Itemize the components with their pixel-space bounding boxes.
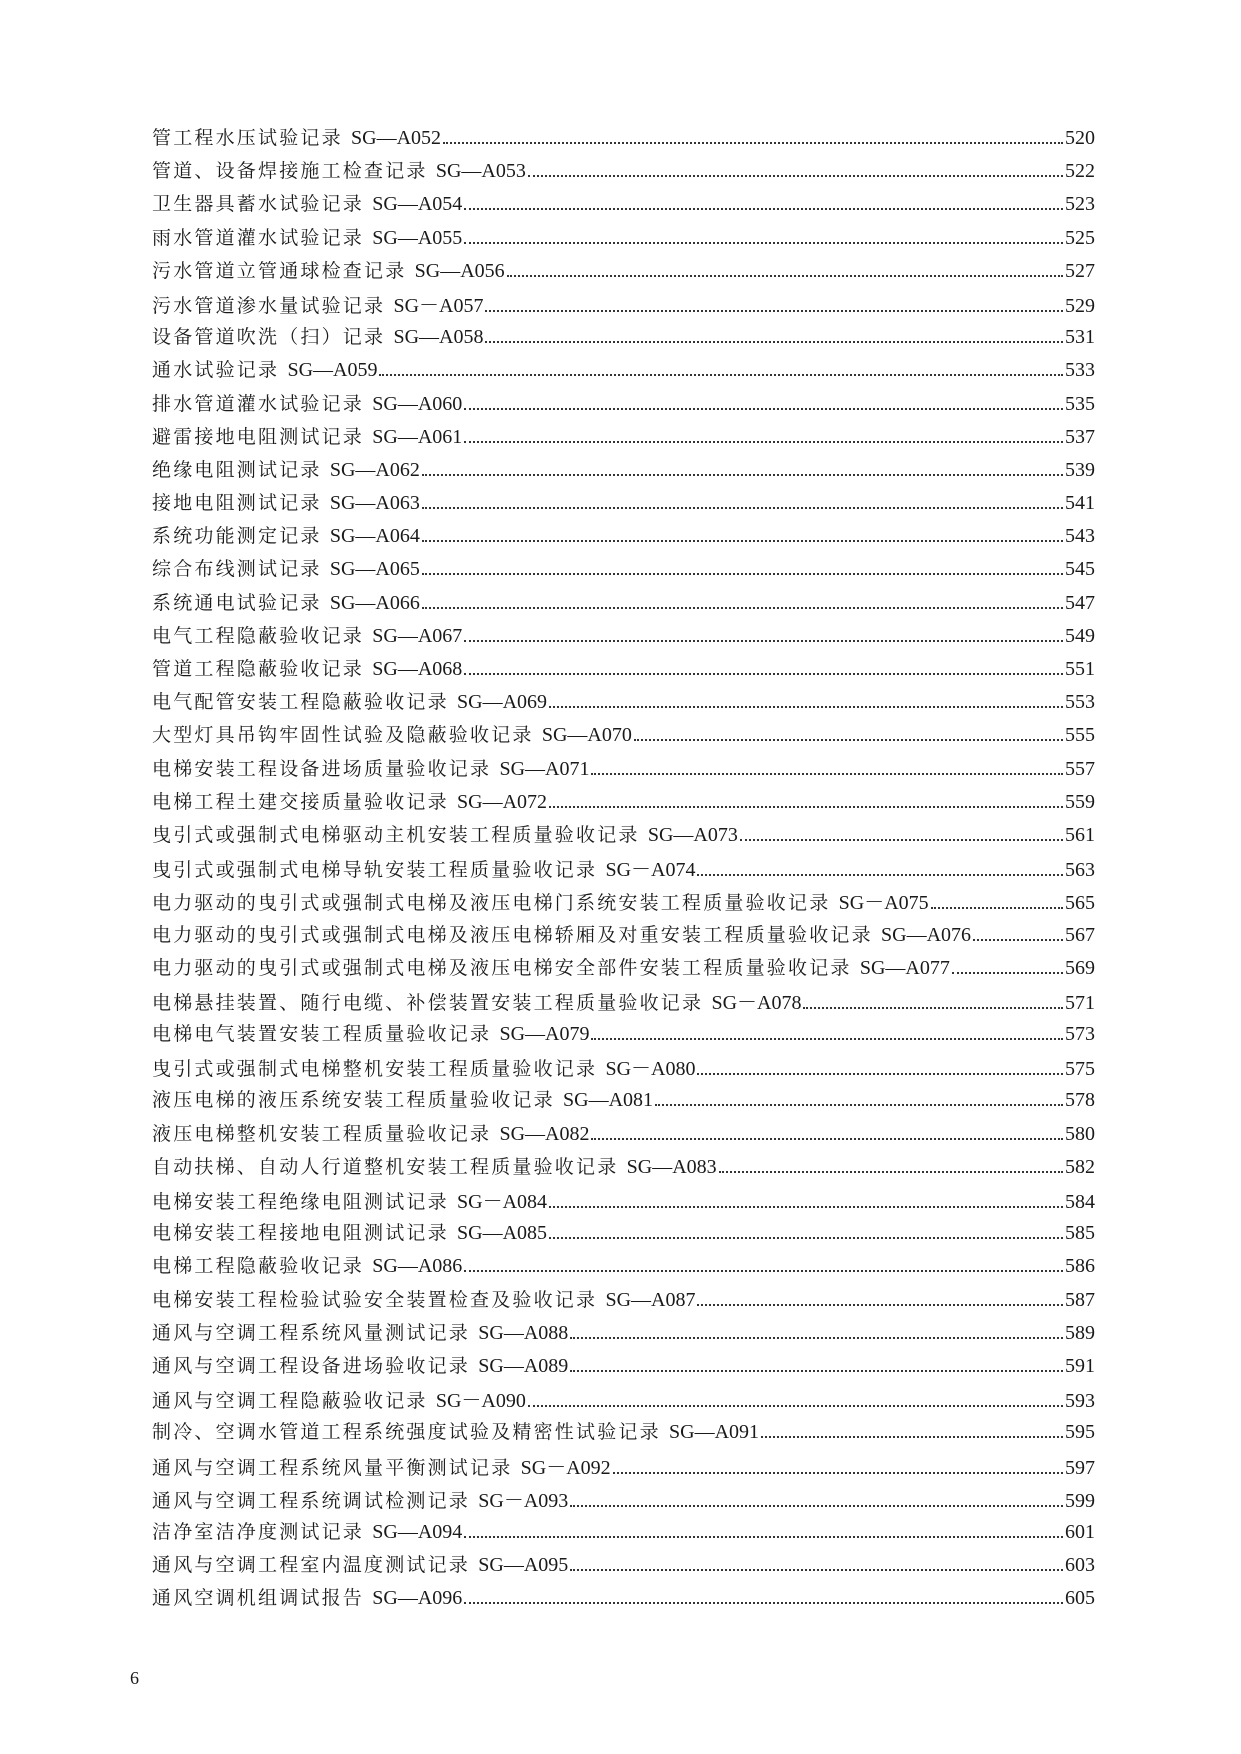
- toc-entry-title-text: 液压电梯整机安装工程质量验收记录: [152, 1122, 500, 1145]
- toc-entry[interactable]: [152, 754, 1095, 787]
- toc-entry-page: 520: [1065, 127, 1095, 149]
- dot-leader: [591, 773, 1063, 775]
- toc-entry-title-text: 液压电梯的液压系统安装工程质量验收记录: [152, 1089, 564, 1112]
- dot-leader: [697, 1304, 1063, 1306]
- toc-entry-title-text: 电梯悬挂装置、随行电缆、补偿装置安装工程质量验收记录: [152, 991, 712, 1014]
- toc-entry-page: 539: [1065, 458, 1095, 481]
- toc-entry-page: 555: [1065, 724, 1095, 747]
- toc-entry-title: [152, 488, 420, 515]
- dot-leader: [464, 1602, 1063, 1604]
- toc-entry-code: SG—A069: [457, 691, 548, 714]
- toc-entry-code: SG—A081: [563, 1089, 654, 1112]
- dot-leader: [570, 1370, 1063, 1372]
- toc-entry-page: 571: [1065, 991, 1095, 1014]
- dot-leader: [549, 806, 1063, 808]
- toc-entry[interactable]: [152, 1351, 1095, 1384]
- toc-entry-page: 601: [1065, 1520, 1095, 1543]
- dot-leader: [464, 1536, 1063, 1538]
- toc-entry-page: 557: [1065, 757, 1095, 780]
- toc-entry[interactable]: [152, 1417, 1095, 1450]
- toc-entry-title-text: 系统通电试验记录: [152, 591, 330, 614]
- toc-entry-code: SG－A080: [605, 1058, 696, 1081]
- toc-entry-code: SG－A093: [478, 1489, 569, 1512]
- toc-entry-title: [152, 156, 526, 183]
- toc-entry[interactable]: [152, 1085, 1095, 1118]
- dot-leader: [422, 540, 1063, 542]
- toc-entry-page: 589: [1065, 1321, 1095, 1344]
- toc-entry-code: SG—A087: [605, 1288, 696, 1311]
- toc-entry-page: 553: [1065, 691, 1095, 714]
- toc-entry-title-text: 电力驱动的曳引式或强制式电梯及液压电梯轿厢及对重安装工程质量验收记录: [152, 923, 882, 946]
- toc-entry-code: SG—A082: [499, 1122, 590, 1145]
- toc-entry-code: SG—A056: [414, 259, 505, 282]
- toc-entry[interactable]: [152, 322, 1095, 355]
- toc-entry-title-text: 通风与空调工程系统风量测试记录: [152, 1321, 479, 1344]
- toc-entry[interactable]: [152, 355, 1095, 388]
- toc-entry-title-text: 通风空调机组调试报告: [152, 1587, 373, 1610]
- toc-entry-page: 586: [1065, 1255, 1095, 1278]
- toc-entry-code: SG—A063: [329, 492, 420, 515]
- toc-entry-title-text: 电梯工程土建交接质量验收记录: [152, 790, 458, 813]
- toc-entry[interactable]: [152, 422, 1095, 455]
- dot-leader: [952, 972, 1063, 974]
- dot-leader: [485, 341, 1063, 343]
- toc-entry[interactable]: [152, 1517, 1095, 1550]
- dot-leader: [528, 1405, 1063, 1407]
- toc-entry-code: SG－A084: [457, 1191, 548, 1213]
- toc-entry-page: 599: [1065, 1489, 1095, 1512]
- dot-leader: [655, 1104, 1063, 1106]
- toc-entry-title-text: 曳引式或强制式电梯驱动主机安装工程质量验收记录: [152, 823, 648, 846]
- dot-leader: [803, 1007, 1063, 1009]
- dot-leader: [549, 1206, 1063, 1208]
- toc-entry-title-text: 通风与空调工程系统风量平衡测试记录: [152, 1456, 521, 1479]
- toc-entry-title-text: 洁净室洁净度测试记录: [152, 1520, 373, 1543]
- dot-leader: [697, 1073, 1063, 1075]
- toc-entry[interactable]: [152, 588, 1095, 621]
- toc-entry[interactable]: [152, 1384, 1095, 1417]
- toc-entry-title: [152, 256, 505, 283]
- toc-entry[interactable]: [152, 1152, 1095, 1185]
- toc-entry-title: [152, 1152, 717, 1179]
- toc-entry-code: SG－A074: [605, 859, 696, 882]
- toc-entry-title: [152, 1583, 462, 1610]
- toc-entry[interactable]: [152, 886, 1095, 919]
- toc-entry-title-text: 污水管道渗水量试验记录: [152, 294, 394, 317]
- dot-leader: [931, 907, 1063, 909]
- toc-entry[interactable]: [152, 223, 1095, 256]
- toc-entry[interactable]: [152, 1550, 1095, 1583]
- dot-leader: [422, 607, 1063, 609]
- toc-entry-title: [152, 123, 441, 150]
- toc-entry[interactable]: [152, 1119, 1095, 1152]
- toc-entry-page: 523: [1065, 193, 1095, 216]
- toc-entry-page: 563: [1065, 859, 1095, 882]
- toc-entry-title-text: 综合布线测试记录: [152, 558, 330, 581]
- toc-entry-title: [152, 1285, 695, 1312]
- toc-entry-code: SG—A091: [669, 1421, 760, 1444]
- dot-leader: [697, 874, 1063, 876]
- toc-entry-title: [152, 1251, 462, 1278]
- toc-entry-title: [152, 853, 695, 882]
- dot-leader: [485, 310, 1063, 312]
- toc-entry-title-text: 通风与空调工程室内温度测试记录: [152, 1554, 479, 1577]
- toc-entry-title-text: 电气工程隐蔽验收记录: [152, 624, 373, 647]
- toc-entry-code: SG—A071: [499, 757, 590, 780]
- toc-entry-title-text: 制冷、空调水管道工程系统强度试验及精密性试验记录: [152, 1421, 670, 1444]
- page-number: 6: [130, 1668, 139, 1688]
- toc-entry-title: [152, 1218, 547, 1245]
- toc-entry[interactable]: [152, 787, 1095, 820]
- toc-entry[interactable]: [152, 1484, 1095, 1517]
- toc-entry-title: [152, 588, 420, 615]
- toc-entry[interactable]: [152, 1185, 1095, 1218]
- toc-entry[interactable]: [152, 920, 1095, 953]
- toc-entry-title: [152, 886, 929, 915]
- toc-entry-code: SG—A094: [372, 1520, 463, 1543]
- toc-entry[interactable]: [152, 1318, 1095, 1351]
- toc-entry-title: [152, 389, 462, 416]
- toc-entry-code: SG—A077: [859, 956, 950, 979]
- toc-entry-title-text: 电梯安装工程绝缘电阻测试记录: [152, 1191, 458, 1213]
- dot-leader: [570, 1569, 1063, 1571]
- dot-leader: [591, 1038, 1063, 1040]
- toc-entry-title-text: 接地电阻测试记录: [152, 492, 330, 515]
- dot-leader: [464, 1270, 1063, 1272]
- toc-entry[interactable]: [152, 1218, 1095, 1251]
- toc-entry-code: SG—A086: [372, 1255, 463, 1278]
- toc-entry-page: 547: [1065, 591, 1095, 614]
- dot-leader: [634, 739, 1063, 741]
- dot-leader: [549, 706, 1063, 708]
- dot-leader: [464, 408, 1063, 410]
- toc-entry-title: [152, 953, 950, 980]
- toc-entry-code: SG－A090: [435, 1390, 526, 1413]
- toc-entry-title-text: 曳引式或强制式电梯整机安装工程质量验收记录: [152, 1058, 606, 1081]
- toc-entry-code: SG－A057: [393, 294, 484, 317]
- toc-entry-page: 535: [1065, 392, 1095, 415]
- toc-entry-page: 593: [1065, 1390, 1095, 1413]
- toc-entry-title: [152, 1318, 568, 1345]
- toc-entry-title: [152, 820, 738, 847]
- toc-entry[interactable]: [152, 853, 1095, 886]
- toc-entry-title: [152, 1451, 611, 1480]
- toc-entry-code: SG—A095: [478, 1554, 569, 1577]
- toc-entry-title-text: 避雷接地电阻测试记录: [152, 425, 373, 448]
- toc-entry-title: [152, 521, 420, 548]
- dot-leader: [464, 242, 1063, 244]
- toc-entry-page: 561: [1065, 823, 1095, 846]
- toc-entry-code: SG－A092: [520, 1456, 611, 1479]
- toc-entry-title: [152, 787, 547, 814]
- dot-leader: [507, 275, 1063, 277]
- toc-entry-title-text: 电气配管安装工程隐蔽验收记录: [152, 691, 458, 714]
- toc-entry-page: 533: [1065, 359, 1095, 382]
- toc-entry-code: SG—A066: [329, 591, 420, 614]
- dot-leader: [973, 939, 1063, 941]
- toc-entry-title-text: 电梯工程隐蔽验收记录: [152, 1255, 373, 1278]
- toc-entry-page: 597: [1065, 1456, 1095, 1479]
- toc-entry[interactable]: [152, 687, 1095, 720]
- toc-entry[interactable]: [152, 986, 1095, 1019]
- toc-entry-code: SG—A058: [393, 326, 484, 349]
- toc-entry-code: SG—A072: [457, 790, 548, 813]
- toc-entry-page: 531: [1065, 326, 1095, 349]
- toc-entry-title: [152, 455, 420, 482]
- toc-entry-code: SG—A096: [372, 1587, 463, 1610]
- dot-leader: [613, 1472, 1063, 1474]
- toc-entry-page: 537: [1065, 425, 1095, 448]
- toc-entry-page: 541: [1065, 492, 1095, 515]
- toc-entry-title-text: 电梯电气装置安装工程质量验收记录: [152, 1023, 500, 1046]
- toc-entry-page: 573: [1065, 1023, 1095, 1046]
- toc-entry[interactable]: [152, 1251, 1095, 1284]
- toc-entry-code: SG—A064: [329, 525, 420, 548]
- toc-entry-title-text: 电力驱动的曳引式或强制式电梯及液压电梯安全部件安装工程质量验收记录: [152, 956, 860, 979]
- toc-entry-title-text: 管工程水压试验记录: [152, 127, 352, 149]
- toc-entry-code: SG－A075: [838, 892, 929, 915]
- toc-entry-title-text: 电梯安装工程检验试验安全装置检查及验收记录: [152, 1288, 606, 1311]
- toc-entry-code: SG—A060: [372, 392, 463, 415]
- toc-entry-title-text: 电梯安装工程接地电阻测试记录: [152, 1222, 458, 1245]
- toc-entry-title-text: 自动扶梯、自动人行道整机安装工程质量验收记录: [152, 1155, 627, 1178]
- toc-entry-title: [152, 986, 801, 1015]
- dot-leader: [761, 1436, 1063, 1438]
- dot-leader: [740, 839, 1063, 841]
- dot-leader: [570, 1505, 1063, 1507]
- toc-entry-title-text: 管道、设备焊接施工检查记录: [152, 160, 436, 183]
- dot-leader: [719, 1171, 1063, 1173]
- toc-entry-code: SG—A085: [457, 1222, 548, 1245]
- toc-entry-title: [152, 1185, 547, 1214]
- toc-entry-page: 565: [1065, 892, 1095, 915]
- toc-entry-page: 551: [1065, 658, 1095, 680]
- toc-entry[interactable]: [152, 256, 1095, 289]
- toc-entry-code: SG—A053: [435, 160, 526, 183]
- toc-entry-title: [152, 289, 483, 318]
- dot-leader: [528, 175, 1063, 177]
- toc-entry-title: [152, 754, 589, 781]
- toc-entry-title-text: 通风与空调工程设备进场验收记录: [152, 1354, 479, 1377]
- toc-entry[interactable]: [152, 488, 1095, 521]
- toc-entry-code: SG—A070: [541, 724, 632, 747]
- toc-entry-title-text: 通风与空调工程隐蔽验收记录: [152, 1390, 436, 1413]
- toc-entry-title-text: 绝缘电阻测试记录: [152, 458, 330, 481]
- toc-entry-page: 522: [1065, 160, 1095, 183]
- toc-entry-title: [152, 920, 971, 947]
- toc-entry-code: SG－A078: [711, 991, 802, 1014]
- toc-entry-code: SG—A088: [478, 1321, 569, 1344]
- toc-entry-page: 582: [1065, 1155, 1095, 1178]
- toc-entry[interactable]: [152, 621, 1095, 654]
- toc-entry[interactable]: [152, 389, 1095, 422]
- dot-leader: [570, 1337, 1063, 1339]
- toc-entry-title: [152, 223, 462, 250]
- toc-entry-title: [152, 355, 377, 382]
- toc-entry-page: 605: [1065, 1587, 1095, 1610]
- dot-leader: [443, 142, 1063, 144]
- toc-entry-page: 529: [1065, 294, 1095, 317]
- toc-entry[interactable]: [152, 654, 1095, 687]
- toc-entry-title-text: 电梯安装工程设备进场质量验收记录: [152, 757, 500, 780]
- toc-entry[interactable]: [152, 953, 1095, 986]
- toc-entry-code: SG—A079: [499, 1023, 590, 1046]
- toc-entry-title: [152, 654, 462, 681]
- toc-entry-code: SG—A065: [329, 558, 420, 581]
- toc-entry-title: [152, 1550, 568, 1577]
- toc-entry-title: [152, 1417, 759, 1444]
- table-of-contents: [152, 123, 1095, 1616]
- toc-entry-page: 580: [1065, 1122, 1095, 1145]
- dot-leader: [464, 208, 1063, 210]
- toc-entry-title: [152, 1484, 568, 1513]
- dot-leader: [549, 1237, 1063, 1239]
- toc-entry-title-text: 设备管道吹洗（扫）记录: [152, 326, 394, 349]
- toc-entry-title-text: 排水管道灌水试验记录: [152, 392, 373, 415]
- dot-leader: [464, 441, 1063, 443]
- toc-entry-title-text: 电力驱动的曳引式或强制式电梯及液压电梯门系统安装工程质量验收记录: [152, 892, 839, 915]
- toc-entry-code: SG—A089: [478, 1354, 569, 1377]
- toc-entry-page: 567: [1065, 923, 1095, 946]
- toc-entry-page: 575: [1065, 1058, 1095, 1081]
- toc-entry-code: SG—A052: [351, 127, 442, 149]
- dot-leader: [464, 640, 1063, 642]
- toc-entry-title: [152, 720, 632, 747]
- toc-entry-title: [152, 1119, 589, 1146]
- toc-entry-code: SG—A067: [372, 624, 463, 647]
- toc-entry-code: SG—A054: [372, 193, 463, 216]
- toc-entry-page: 525: [1065, 226, 1095, 249]
- toc-entry-title-text: 大型灯具吊钩牢固性试验及隐蔽验收记录: [152, 724, 542, 747]
- toc-entry-page: 584: [1065, 1191, 1095, 1213]
- toc-entry-title: [152, 554, 420, 581]
- toc-entry-title: [152, 1351, 568, 1378]
- toc-entry[interactable]: [152, 1052, 1095, 1085]
- toc-entry[interactable]: [152, 455, 1095, 488]
- toc-entry-page: 545: [1065, 558, 1095, 581]
- dot-leader: [422, 474, 1063, 476]
- toc-entry-page: 595: [1065, 1421, 1095, 1444]
- dot-leader: [422, 507, 1063, 509]
- dot-leader: [422, 573, 1063, 575]
- toc-entry[interactable]: [152, 1451, 1095, 1484]
- toc-entry[interactable]: [152, 1019, 1095, 1052]
- toc-entry[interactable]: [152, 289, 1095, 322]
- toc-entry-page: 603: [1065, 1554, 1095, 1577]
- toc-entry-page: 585: [1065, 1222, 1095, 1245]
- toc-entry-code: SG—A059: [287, 359, 378, 382]
- toc-entry-title: [152, 1384, 526, 1413]
- toc-entry-title-text: 雨水管道灌水试验记录: [152, 226, 373, 249]
- toc-entry-code: SG—A076: [881, 923, 972, 946]
- toc-entry-code: SG—A083: [626, 1155, 717, 1178]
- toc-entry-code: SG—A073: [647, 823, 738, 846]
- toc-entry-title: [152, 1019, 589, 1046]
- toc-entry[interactable]: [152, 1583, 1095, 1616]
- toc-entry-page: 591: [1065, 1354, 1095, 1377]
- toc-entry[interactable]: [152, 720, 1095, 753]
- toc-entry[interactable]: [152, 820, 1095, 853]
- toc-entry-title: [152, 322, 483, 349]
- toc-entry-title-text: 曳引式或强制式电梯导轨安装工程质量验收记录: [152, 859, 606, 882]
- toc-entry-page: 549: [1065, 624, 1095, 647]
- toc-entry-code: SG—A061: [372, 425, 463, 448]
- toc-entry-page: 587: [1065, 1288, 1095, 1311]
- toc-entry-title-text: 通水试验记录: [152, 359, 288, 382]
- toc-entry-code: SG—A068: [372, 658, 463, 680]
- toc-entry-page: 578: [1065, 1089, 1095, 1112]
- toc-entry-title: [152, 687, 547, 714]
- toc-entry-page: 559: [1065, 790, 1095, 813]
- dot-leader: [591, 1138, 1063, 1140]
- dot-leader: [464, 673, 1063, 675]
- toc-entry-title-text: 通风与空调工程系统调试检测记录: [152, 1489, 479, 1512]
- toc-entry-title: [152, 1085, 653, 1112]
- toc-entry-title: [152, 1517, 462, 1544]
- toc-entry-title-text: 卫生器具蓄水试验记录: [152, 193, 373, 216]
- toc-entry[interactable]: [152, 521, 1095, 554]
- toc-entry-title: [152, 189, 462, 216]
- toc-entry-title: [152, 1052, 695, 1081]
- toc-entry[interactable]: [152, 1285, 1095, 1318]
- toc-entry[interactable]: [152, 554, 1095, 587]
- toc-entry-code: SG—A062: [329, 458, 420, 481]
- toc-entry-title-text: 管道工程隐蔽验收记录: [152, 658, 373, 680]
- toc-entry-page: 543: [1065, 525, 1095, 548]
- toc-entry-page: 527: [1065, 259, 1095, 282]
- toc-entry[interactable]: [152, 189, 1095, 222]
- toc-entry-title-text: 污水管道立管通球检查记录: [152, 259, 415, 282]
- toc-entry-title-text: 系统功能测定记录: [152, 525, 330, 548]
- toc-entry[interactable]: [152, 156, 1095, 189]
- toc-entry[interactable]: [152, 123, 1095, 156]
- toc-entry-title: [152, 422, 462, 449]
- toc-entry-code: SG—A055: [372, 226, 463, 249]
- toc-entry-page: 569: [1065, 956, 1095, 979]
- dot-leader: [379, 374, 1063, 376]
- toc-entry-title: [152, 621, 462, 648]
